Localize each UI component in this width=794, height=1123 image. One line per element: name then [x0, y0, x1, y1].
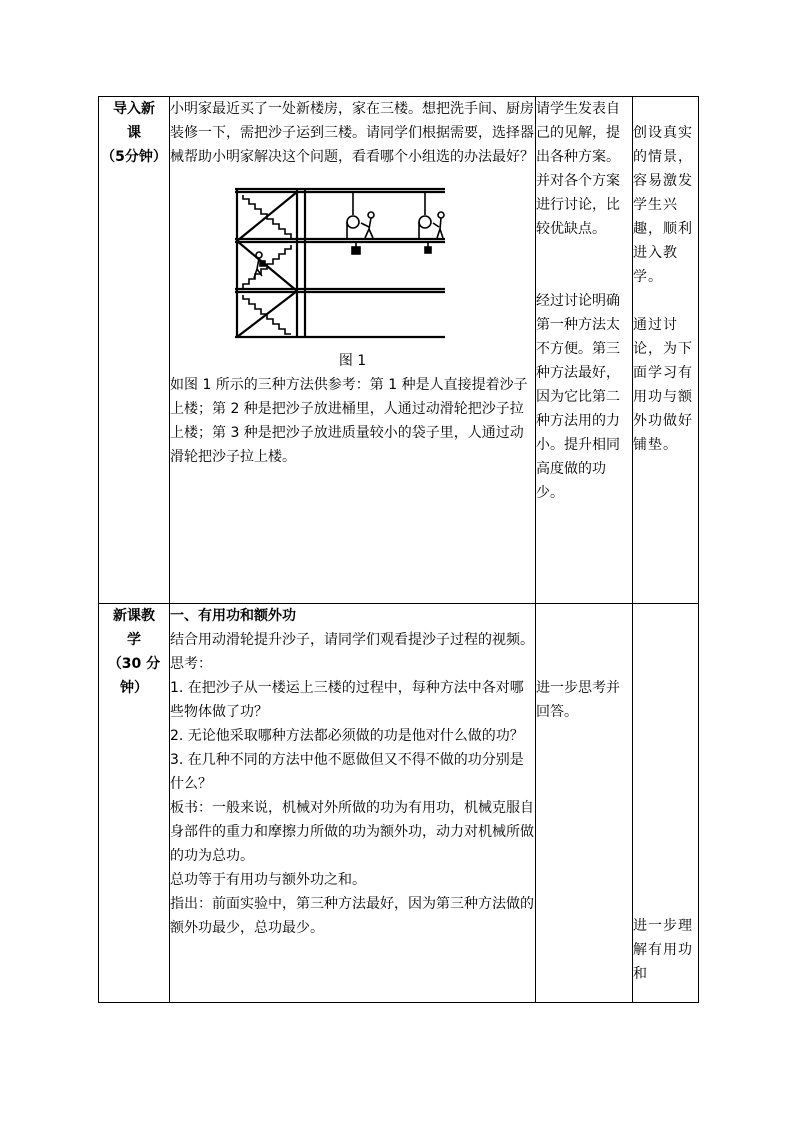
intro-text: 小明家最近买了一处新楼房，家在三楼。想把洗手间、厨房装修一下，需把沙子运到三楼。请同学们根据需要，选择器械帮助小明家解决这个问题，看看哪个小组选的办法最好？	[170, 101, 534, 165]
methods-text: 如图 1 所示的三种方法供参考：第 1 种是人直接提着沙子上楼；第 2 种是把沙子放进桶里，人通过动滑轮把沙子拉上楼；第 3 种是把沙子放进质量较小的袋子里，人通过动滑轮把沙子拉上楼。	[170, 377, 528, 465]
figure-caption: 图 1	[338, 353, 367, 369]
student-text: 请学生发表自己的见解，提出各种方案。并对各个方案进行讨论，比较优缺点。	[536, 101, 620, 237]
stairs-pulley-figure	[235, 179, 445, 349]
stage-line: （30 分	[107, 656, 161, 672]
paragraph: 1. 在把沙子从一楼运上三楼的过程中，每种方法中各对哪些物体做了功？	[170, 680, 524, 720]
row-intro	[99, 97, 699, 604]
stage-cell-intro	[99, 97, 170, 604]
paragraph: 2. 无论他采取哪种方法都必须做的功是他对什么做的功？	[170, 728, 524, 744]
student-text: 进一步思考并回答。	[536, 680, 620, 720]
stage-line: 学	[127, 632, 141, 648]
paragraph: 3. 在几种不同的方法中他不愿做但又不得不做的功分别是什么？	[170, 752, 524, 792]
content-cell-new-lesson	[170, 604, 536, 1003]
intent-cell-new-lesson	[633, 604, 699, 1003]
lesson-table	[98, 96, 699, 1003]
stage-line: 新课教	[113, 608, 155, 624]
stage-line: 课	[127, 125, 141, 141]
content-cell-intro	[170, 97, 536, 604]
intent-cell-intro	[633, 97, 699, 604]
student-cell-intro	[536, 97, 633, 604]
paragraph: 板书：一般来说，机械对外所做的功为有用功，机械克服自身部件的重力和摩擦力所做的功为额外功，动力对机械所做的功为总功。	[170, 800, 534, 864]
row-new-lesson	[99, 604, 699, 1003]
section-heading: 一、有用功和额外功	[170, 608, 296, 624]
intent-text: 通过讨论，为下面学习有用功与额外功做好铺垫。	[633, 317, 693, 453]
intent-text: 进一步理解有用功和	[633, 918, 693, 982]
student-cell-new-lesson	[536, 604, 633, 1003]
stage-line: 导入新	[113, 101, 155, 117]
intent-text: 创设真实的情景，容易激发学生兴趣，顺利进入教学。	[633, 125, 693, 285]
paragraph: 结合用动滑轮提升沙子，请同学们观看提沙子过程的视频。思考：	[170, 632, 534, 672]
paragraph: 指出：前面实验中，第三种方法最好，因为第三种方法做的额外功最少，总功最少。	[170, 896, 534, 936]
paragraph: 总功等于有用功与额外功之和。	[170, 872, 366, 888]
stage-line: （5分钟）	[101, 149, 167, 165]
stage-line: 钟）	[120, 680, 148, 696]
stage-cell-new-lesson	[99, 604, 170, 1003]
student-text: 经过讨论明确第一种方法太不方便。第三种方法最好，因为它比第二种方法用的力小。提升相同高度做的功少。	[536, 293, 620, 501]
